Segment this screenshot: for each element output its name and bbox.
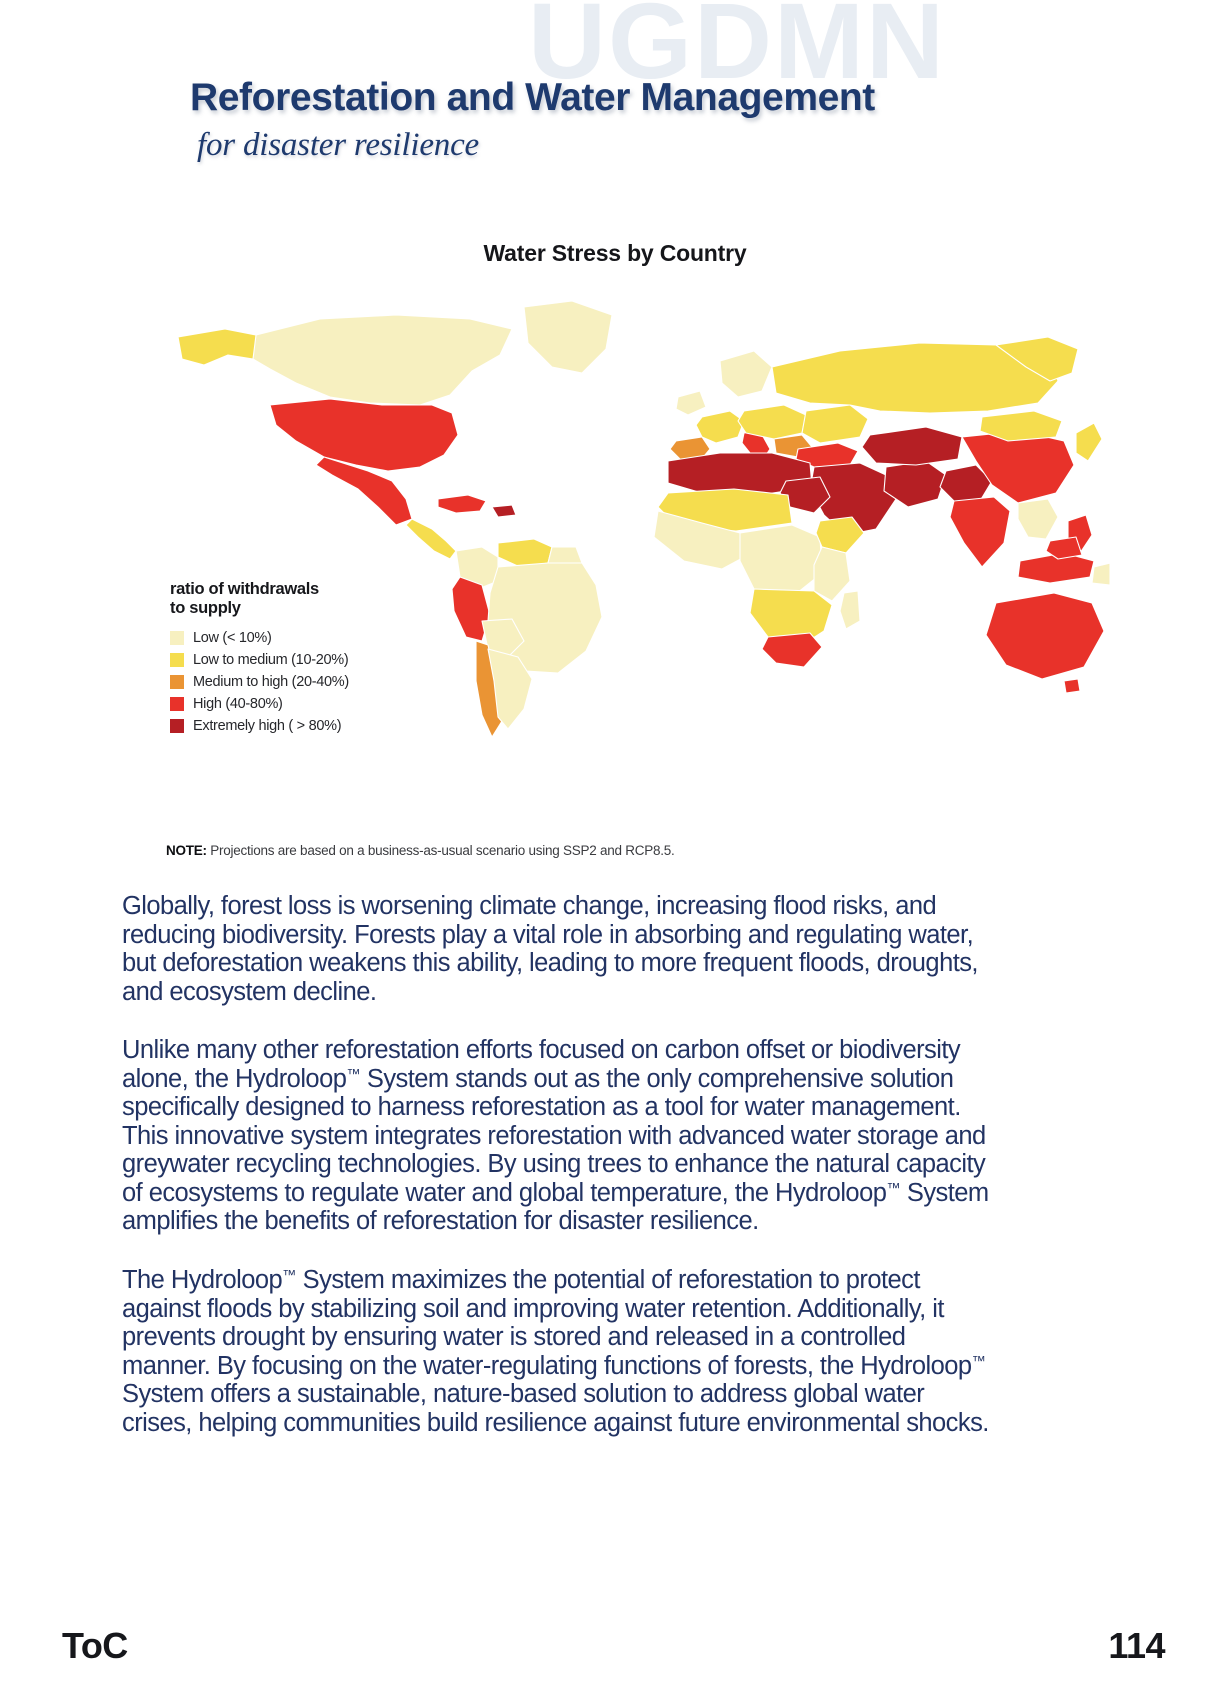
map-region-eastern-europe	[802, 405, 868, 443]
map-region-central-africa	[740, 525, 822, 597]
legend-swatch-low	[170, 631, 184, 645]
paragraph-2-part-b: System stands out as the only comprehensive solution specifically designed to harness reforestation as a tool for water management. This innovative system integrates reforestation with advanced water storage and greywater recycling technologies. By using trees to enhance the natural capacity of ecosystems to regulate water and global temperature, the Hydroloop	[122, 1064, 986, 1207]
table-of-contents-link[interactable]: ToC	[62, 1625, 128, 1666]
legend-swatch-extremely-high	[170, 719, 184, 733]
map-region-british-isles	[676, 391, 706, 415]
legend-title	[170, 580, 430, 619]
legend-title-line-2: to supply	[170, 599, 241, 618]
map-region-india	[950, 497, 1010, 567]
map-region-papua-new-guinea	[1092, 563, 1110, 585]
figure-note-label: NOTE:	[166, 843, 207, 858]
legend-swatch-medium-to-high	[170, 675, 184, 689]
page-header	[190, 78, 1090, 164]
map-region-south-africa	[762, 633, 822, 667]
map-legend	[170, 580, 430, 740]
map-region-united-states	[270, 399, 458, 471]
legend-label-extremely-high: Extremely high ( > 80%)	[193, 717, 342, 734]
legend-label-medium-to-high: Medium to high (20-40%)	[193, 673, 349, 690]
map-region-australia	[986, 593, 1104, 679]
paragraph-1: Globally, forest loss is worsening climate change, increasing flood risks, and reducing biodiversity. Forests play a vital role in absorbing and regulating water, but deforestation weakens this ability, leading to more frequent floods, droughts, and ecosystem decline.	[122, 892, 978, 1006]
figure-note	[166, 843, 675, 858]
paragraph-2-part-c: System amplifies the benefits of reforestation for disaster resilience.	[122, 1178, 989, 1236]
map-region-madagascar	[840, 591, 860, 629]
page-subtitle: for disaster resilience	[197, 126, 479, 163]
page-watermark: UGDMN	[528, 0, 946, 101]
legend-item-extremely-high	[170, 718, 430, 734]
map-region-central-america	[406, 519, 456, 559]
trademark-symbol: ™	[282, 1266, 297, 1283]
legend-item-low-to-medium	[170, 652, 430, 668]
map-region-central-asia	[862, 427, 962, 465]
legend-swatch-low-to-medium	[170, 653, 184, 667]
map-region-central-europe	[738, 405, 806, 439]
map-region-canada	[253, 315, 512, 405]
legend-swatch-high	[170, 697, 184, 711]
legend-item-low	[170, 630, 430, 646]
paragraph-3-part-b: System maximizes the potential of reforestation to protect against floods by stabilizing soil and improving water retention. Additionally, it prevents drought by ensuring water is stored and released in a controlled manner. By focusing on the water-regulating functions of forests, the Hydroloop	[122, 1266, 972, 1380]
legend-label-high: High (40-80%)	[193, 695, 283, 712]
trademark-symbol: ™	[346, 1065, 361, 1082]
figure-title: Water Stress by Country	[483, 240, 747, 266]
map-region-greenland	[524, 301, 612, 373]
figure-note-text: Projections are based on a business-as-usual scenario using SSP2 and RCP8.5.	[210, 843, 675, 858]
trademark-symbol: ™	[971, 1351, 986, 1368]
legend-label-low-to-medium: Low to medium (10-20%)	[193, 651, 349, 668]
paragraph-2-part-a: Unlike many other reforestation efforts focused on carbon offset or biodiversity alone, the Hydroloop	[122, 1036, 961, 1093]
legend-label-low: Low (< 10%)	[193, 629, 272, 646]
paragraph-3	[122, 1266, 992, 1437]
paragraph-2	[122, 1036, 992, 1236]
map-region-southeast-asia	[1018, 499, 1058, 539]
map-region-scandinavia	[720, 351, 772, 397]
map-region-caribbean	[438, 495, 486, 513]
map-region-tasmania	[1064, 679, 1080, 693]
trademark-symbol: ™	[886, 1179, 901, 1196]
legend-title-line-1: ratio of withdrawals	[170, 580, 319, 598]
body-content	[122, 892, 992, 1437]
map-region-japan	[1076, 423, 1102, 461]
page-number: 114	[1108, 1625, 1165, 1666]
water-stress-figure	[120, 240, 1110, 860]
legend-item-high	[170, 696, 430, 712]
map-region-hispaniola	[492, 505, 516, 517]
paragraph-3-part-a: The Hydroloop	[122, 1266, 283, 1295]
paragraph-3-part-c: System offers a sustainable, nature-based solution to address global water crises, helping communities build resilience against future environmental shocks.	[122, 1380, 989, 1437]
legend-item-medium-to-high	[170, 674, 430, 690]
world-choropleth-map	[120, 285, 1110, 755]
page-title: Reforestation and Water Management	[190, 76, 875, 119]
